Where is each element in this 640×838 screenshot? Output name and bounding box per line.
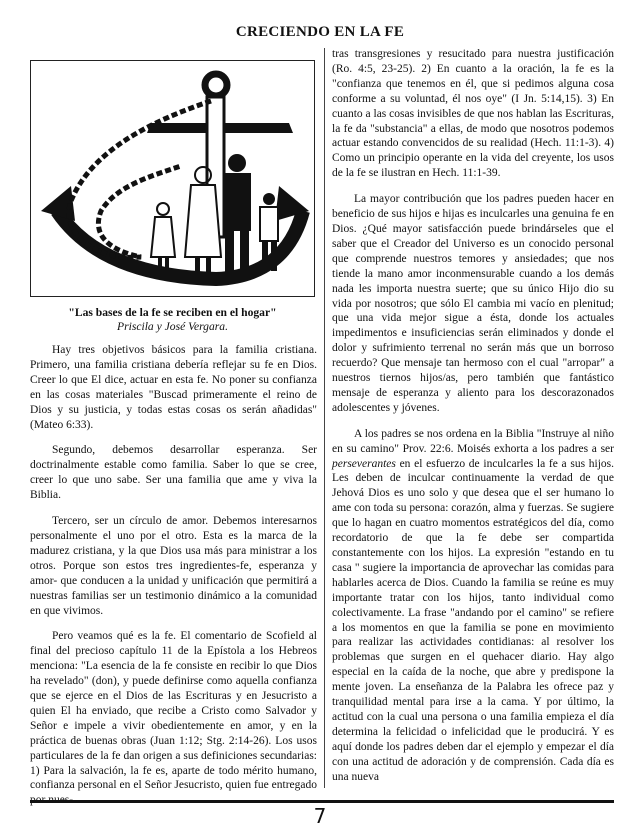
paragraph: La mayor contribución que los padres pueden hacer en beneficio de sus hijos e hijas es inculcarles una genuina fe en Dios. ¿Qué mayor satisfacción puede brindárseles que el saber que el Creador del Universo es un conocido personal que comprende nuestros temores y ansiedades; que nos tiende la mano amor inconmensurable cuando a los demás nada les importa nuestra suerte; que su único Hijo dio su vida por nosotros; que sólo El cambia mi vacío en plenitud; que una vida mejor sigue a ésta, donde los actuales impedimentos e insuficiencias serán eliminados y donde el dolor y sufrimiento terrenal no serán más que un borroso recuerdo? Que mensaje tan hermoso con el cual "arropar" a nuestros tiernos hijos/as, pero también que fantástico mensaje de esperanza y aliento para los descorazonados adolescentes y jóvenes. xyxy=(332,193,614,414)
father-figure xyxy=(223,154,251,279)
paragraph: Hay tres objetivos básicos para la familia cristiana. Primero, una familia cristiana debería reflejar su fe en Dios. Creer lo que El dice, actuar en esta fe. No poner su confianza en las cosas materiales "Buscad primeramente el reino de Dios y su justicia, y todas estas cosas os serán añadidas" (Mateo 6:33). xyxy=(30,344,317,431)
page-number: 7 xyxy=(313,804,327,828)
paragraph xyxy=(332,427,614,785)
daughter-figure xyxy=(151,203,175,275)
right-column xyxy=(332,47,614,796)
emphasis-text: perseverantes xyxy=(332,457,396,470)
paragraph: Tercero, ser un círculo de amor. Debemos interesarnos personalmente el uno por el otro. Esta es la marca de la madurez cristiana, y la que Dios usa más para ministrar a los otros. Porque son estos tres ingredientes-fe, esperanza y amor- que conducen a la unidad y unificación que permitirá a nuestras familias ser un testimonio dinámico a la comunidad en que vivimos. xyxy=(30,515,317,617)
figure-caption xyxy=(30,306,315,334)
page-title: CRECIENDO EN LA FE xyxy=(235,24,405,40)
caption-title: "Las bases de la fe se reciben en el hogar" xyxy=(68,306,277,319)
anchor-family-drawing xyxy=(31,61,314,296)
family-anchor-illustration xyxy=(30,60,315,297)
caption-credit: Priscila y José Vergara. xyxy=(117,320,228,333)
footer-rule xyxy=(30,800,614,803)
paragraph-text: en el esfuerzo de inculcarles la fe a sus hijos. Les deben de inculcar continuamente la verdad de que Jehová Dios es uno solo y que desea que el ser humano lo ame con toda su persona: corazón, alma y fuerzas. Se sugiere que lo hagan en cuatro momentos estratégicos del día, como recordatorio de que la fe debe ser compartida constantemente con los hijos. La expresión "estando en tu casa " sugiere la importancia de aprovechar las comidas para hablarles acerca de Dios. Cuando la familia se reúne es muy importante tratar con los hijos, tanto individual como colectivamente. La frase "andando por el camino" se refiere a los momentos en que la familia se pone en movimiento para realizar las actividades contidianas: al resolver los problemas que surgen en el quehacer diario. Hay algo especial en la caída de la noche, que abre y predispone la mente joven. La enseñanza de la Palabra les ofrece paz y tranquilidad mental para irse a la cama. Y por último, la actitud con la cual una persona o una familia empieza el día determina la felicidad o infelicidad que le producirá. Y es aquí donde los padres deben dar el ejemplo y empezar el día con una actitud de adoración y de comprensión. Cada día es una nueva xyxy=(332,457,614,783)
paragraph: tras transgresiones y resucitado para nuestra justificación (Ro. 4:5, 23-25). 2) En cuanto a la oración, la fe es la "confianza que tenemos en él, que si pedimos alguna cosa conforme a su voluntad, él nos oye" (I Jn. 5:14,15). 3) En cuanto a las cosas invisibles de que nos hablan las Escrituras, la fe da "substancia" a ellas, de modo que nosotros podemos actuar estando convencidos de su realidad (Hech. 11:1-3). 4) Como un principio operante en la vida del creyente, los usos de la fe se ilustran en Hech. 11:1-39. xyxy=(332,48,614,180)
paragraph: Pero veamos qué es la fe. El comentario de Scofield al final del precioso capítulo 11 de la Epístola a los Hebreos menciona: "La esencia de la fe consiste en recibir lo que Dios ha revelado" (don), y puede definirse como aquella confianza que se ejerce en el Dios de las Escrituras y en Jesucristo a quien El ha enviado, que recibe a Cristo como Salvador y Señor e impele a vivir obedientemente en amor, y en la práctica de buenas obras (Juan 1:12; Stg. 2:14-26). Los usos particulares de la fe dan origen a sus definiciones secundarias: 1) Para la salvación, la fe es, aparte de todo mérito humano, confianza personal en el Señor Jesucristo, quien fue entregado xyxy=(30,630,317,792)
left-column xyxy=(30,343,317,819)
paragraph: Segundo, debemos desarrollar esperanza. Ser doctrinalmente estable como familia. Saber lo que se cree, creer lo que uno sabe. Ser una familia que ame y viva la Biblia. xyxy=(30,444,317,502)
anchor-ring xyxy=(205,74,227,96)
paragraph-text: A los padres se nos ordena en la Biblia "Instruye al niño en su camino" Prov. 22:6. Moisés exhorta a los padres a ser xyxy=(332,427,614,455)
column-divider xyxy=(324,48,325,788)
